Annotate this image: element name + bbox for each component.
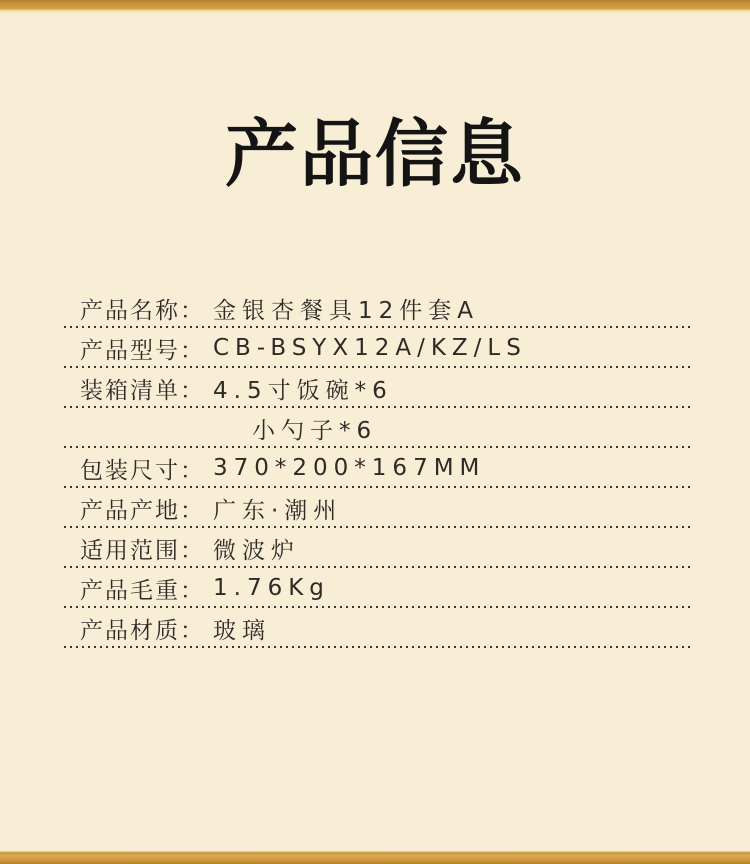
info-row-packing-list (64, 368, 692, 408)
row-label: 产品材质： (80, 617, 205, 644)
info-row-model-number (64, 328, 692, 368)
row-label: 包装尺寸： (80, 457, 205, 484)
row-value: 4.5寸饭碗*6 (213, 377, 393, 404)
row-value: CB-BSYX12A/KZ/LS (213, 335, 527, 361)
row-label: 产品型号： (80, 337, 205, 364)
row-value: 玻璃 (213, 617, 271, 644)
row-value: 370*200*167MM (213, 455, 486, 481)
info-row-package-size (64, 448, 692, 488)
info-row-packing-list-continued (64, 408, 692, 448)
row-label: 产品名称： (80, 297, 205, 324)
row-label: 装箱清单： (80, 377, 205, 404)
row-label: 产品毛重： (80, 577, 205, 604)
row-label: 产品产地： (80, 497, 205, 524)
bottom-border-bar (0, 851, 750, 864)
row-value: 广东·潮州 (213, 497, 343, 524)
row-value: 金银杏餐具12件套A (213, 297, 480, 324)
top-border-bar (0, 0, 750, 14)
info-row-material (64, 608, 692, 648)
info-row-product-name (64, 288, 692, 328)
row-value: 微波炉 (213, 537, 300, 564)
info-row-gross-weight (64, 568, 692, 608)
info-row-applicable-scope (64, 528, 692, 568)
product-info-table (64, 288, 692, 648)
page-title: 产品信息 (225, 112, 525, 197)
row-label: 适用范围： (80, 537, 205, 564)
row-value: 小勺子*6 (252, 417, 378, 444)
info-row-origin (64, 488, 692, 528)
row-value: 1.76Kg (213, 575, 330, 601)
